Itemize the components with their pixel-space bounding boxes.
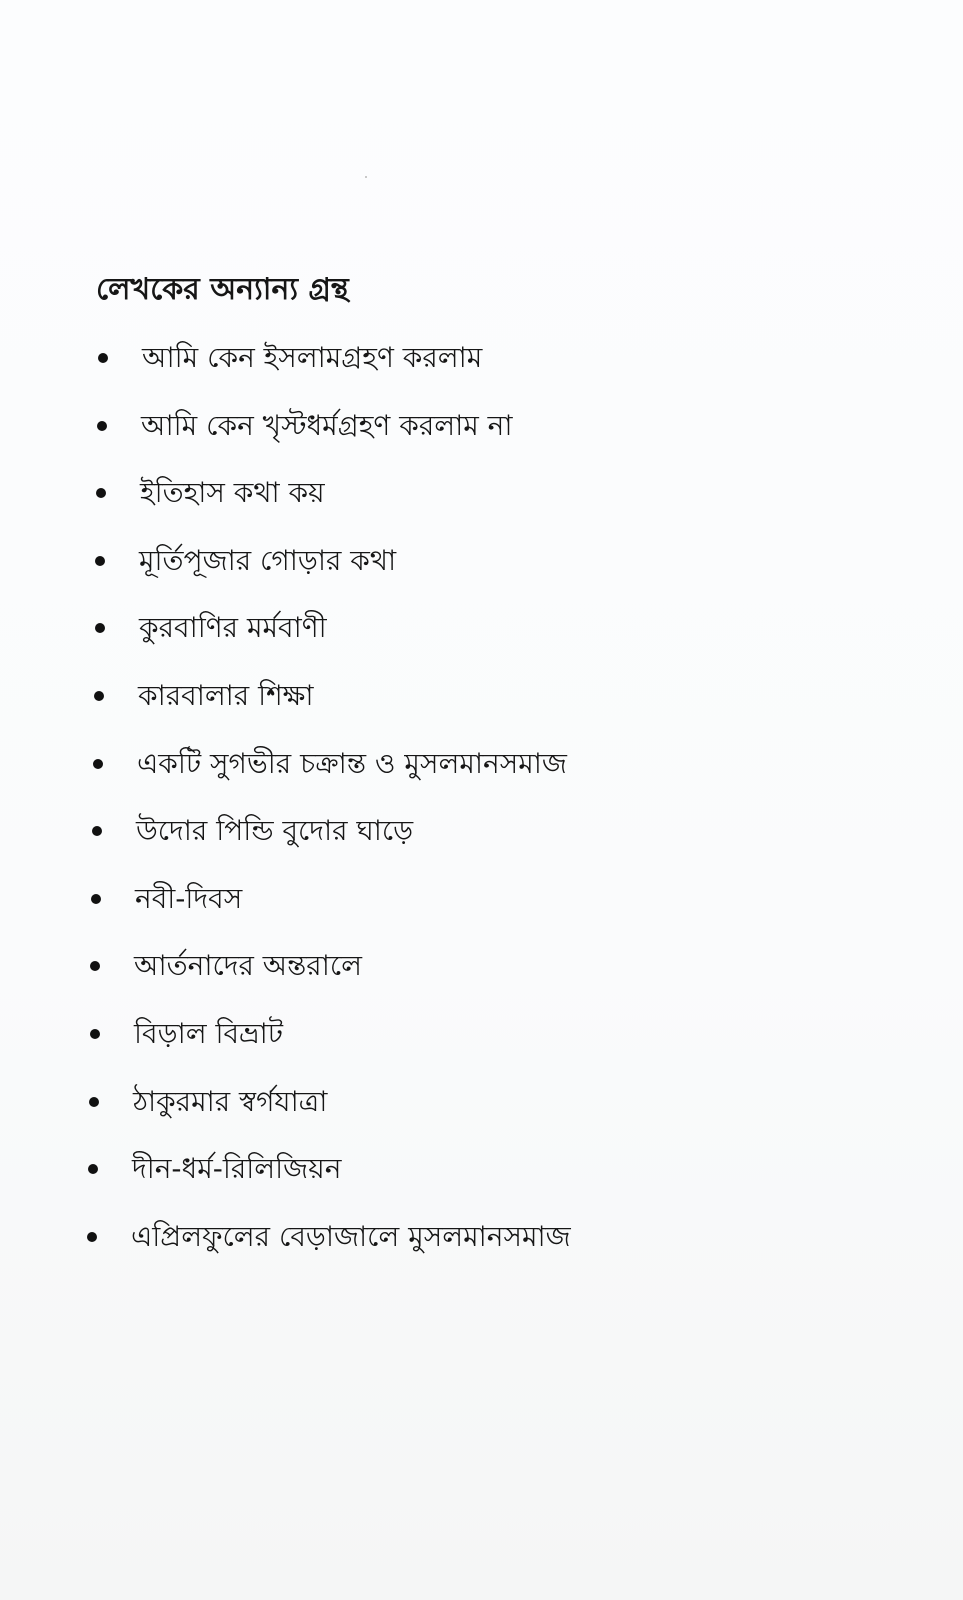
list-item xyxy=(95,541,396,581)
book-title: আমি কেন খৃস্টধর্মগ্রহণ করলাম না xyxy=(141,409,513,442)
list-item xyxy=(92,811,413,851)
book-title: একটি সুগভীর চক্রান্ত ও মুসলমানসমাজ xyxy=(137,747,567,780)
bullet-icon xyxy=(88,1164,98,1174)
list-item xyxy=(87,1217,571,1257)
book-title: উদোর পিন্ডি বুদোর ঘাড়ে xyxy=(136,814,414,847)
bullet-icon xyxy=(89,1097,99,1107)
list-item xyxy=(97,406,513,446)
book-title: আর্তনাদের অন্তরালে xyxy=(134,949,362,982)
bullet-icon xyxy=(91,894,101,904)
page-heading: লেখকের অন্যান্য গ্রন্থ xyxy=(96,272,349,307)
list-item xyxy=(90,946,362,986)
bullet-icon xyxy=(94,691,104,701)
book-title: ঠাকুরমার স্বর্গযাত্রা xyxy=(133,1085,328,1118)
bullet-icon xyxy=(96,488,106,498)
list-item xyxy=(98,338,482,378)
bullet-icon xyxy=(97,421,107,431)
bullet-icon xyxy=(95,556,105,566)
book-title: কুরবাণির মর্মবাণী xyxy=(139,611,327,644)
list-item xyxy=(89,1082,327,1122)
bullet-icon xyxy=(93,759,103,769)
book-title: নবী-দিবস xyxy=(135,882,243,915)
list-item xyxy=(95,608,327,648)
list-item xyxy=(96,473,325,513)
paper-speck xyxy=(365,176,367,178)
list-item xyxy=(90,1014,283,1054)
list-item xyxy=(91,879,242,919)
bullet-icon xyxy=(95,623,105,633)
bullet-icon xyxy=(98,353,108,363)
book-title: ইতিহাস কথা কয় xyxy=(140,476,325,509)
book-title: কারবালার শিক্ষা xyxy=(138,679,314,712)
book-title: এপ্রিলফুলের বেড়াজালে মুসলমানসমাজ xyxy=(131,1220,571,1253)
book-title: মূর্তিপূজার গোড়ার কথা xyxy=(139,544,397,577)
book-title: দীন-ধর্ম-রিলিজিয়ন xyxy=(132,1152,342,1185)
bullet-icon xyxy=(92,826,102,836)
book-title: বিড়াল বিভ্রাট xyxy=(134,1017,284,1050)
bullet-icon xyxy=(90,1029,100,1039)
list-item xyxy=(93,744,567,784)
bullet-icon xyxy=(87,1232,97,1242)
list-item xyxy=(94,676,313,716)
bullet-icon xyxy=(90,961,100,971)
book-title: আমি কেন ইসলামগ্রহণ করলাম xyxy=(142,341,483,374)
list-item xyxy=(88,1149,341,1189)
